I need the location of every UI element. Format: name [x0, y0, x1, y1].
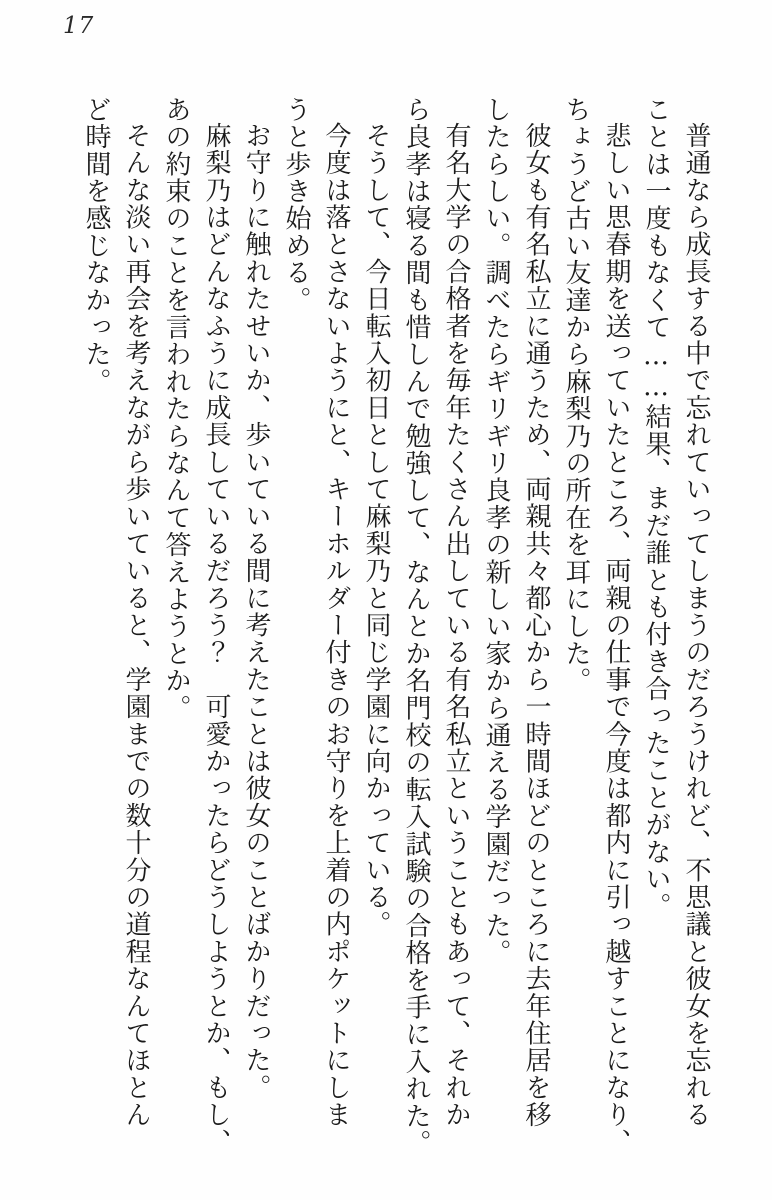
text-line: ちょうど古い友達から麻梨乃の所在を耳にした。 [561, 96, 591, 695]
text-line: ことは一度もなくて……結果、まだ誰とも付き合ったことがない。 [641, 96, 671, 920]
paragraph [396, 96, 476, 1196]
text-line: 彼女も有名私立に通うため、両親共々都心から一時間ほどのところに去年住居を移 [521, 122, 551, 1129]
text-line: ら良孝は寝る間も惜しんで勉強して、なんとか名門校の転入試験の合格を手に入れた。 [401, 96, 431, 1157]
page-number: 17 [63, 13, 95, 39]
text-line: そうして、今日転入初日として麻梨乃と同じ学園に向かっている。 [361, 122, 391, 938]
paragraph [636, 96, 716, 1196]
paragraph [76, 96, 156, 1196]
body-text [76, 96, 716, 1196]
text-line: したらしい。調べたらギリギリ良孝の新しい家から通える学園だった。 [481, 96, 511, 967]
text-line: 有名大学の合格者を毎年たくさん出している有名私立ということもあって、それか [441, 122, 471, 1129]
text-line: そんな淡い再会を考えながら歩いていると、学園までの数十分の道程なんてほとん [121, 122, 151, 1129]
paragraph [276, 96, 356, 1196]
text-line: お守りに触れたせいか、歩いている間に考えたことは彼女のことばかりだった。 [241, 122, 271, 1102]
paragraph [556, 96, 636, 1196]
text-line: 麻梨乃はどんなふうに成長しているだろう？ 可愛かったらどうしようとか、もし、 [201, 122, 231, 1156]
text-line: ど時間を感じなかった。 [81, 96, 111, 396]
text-line: うと歩き始める。 [281, 96, 311, 314]
text-line: 今度は落とさないようにと、キーホルダー付きのお守りを上着の内ポケットにしま [321, 122, 351, 1129]
text-line: あの約束のことを言われたらなんて答えようとか。 [161, 96, 191, 722]
paragraph [476, 96, 556, 1196]
paragraph [236, 96, 276, 1196]
paragraph [356, 96, 396, 1196]
text-line: 普通なら成長する中で忘れていってしまうのだろうけれど、不思議と彼女を忘れる [681, 122, 711, 1129]
paragraph [156, 96, 236, 1196]
text-line: 悲しい思春期を送っていたところ、両親の仕事で今度は都内に引っ越すことになり、 [601, 122, 631, 1156]
